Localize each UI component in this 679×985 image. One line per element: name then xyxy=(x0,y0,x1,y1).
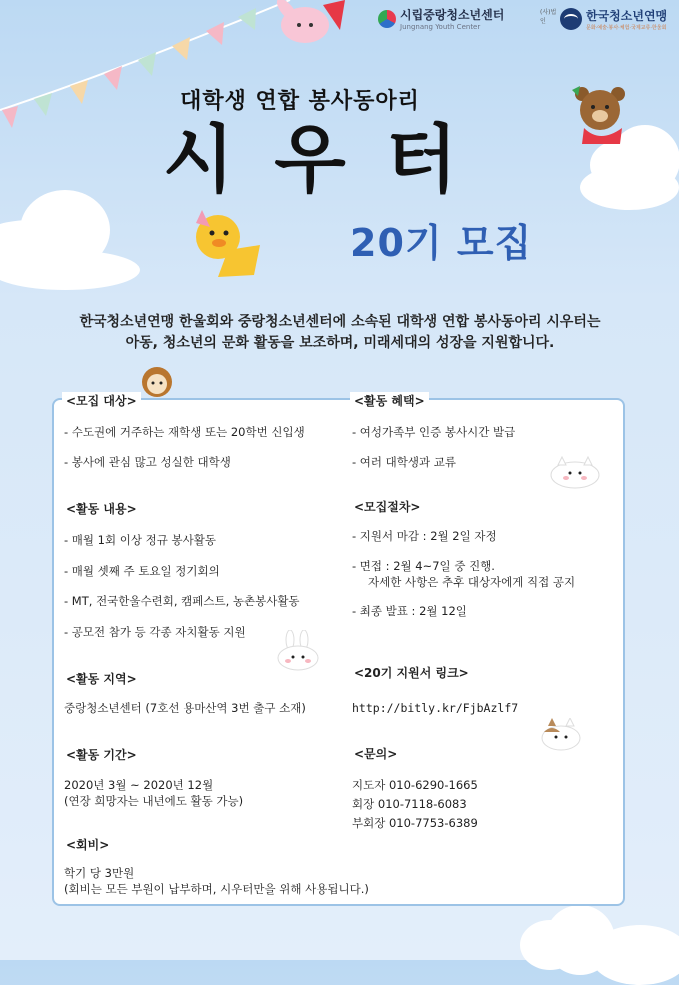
region-text: 중랑청소년센터 (7호선 용마산역 3번 출구 소재) xyxy=(64,701,306,715)
bear-icon xyxy=(570,82,640,152)
intro-text xyxy=(20,312,660,354)
logo-corp-label: (사)법인 xyxy=(540,9,557,25)
club-subtitle: 대학생 연합 봉사동아리 xyxy=(180,89,420,114)
logo-subtitle: 문화·예술·봉사·체험·국제교류·한울회 xyxy=(586,25,667,31)
seoul-logo-icon xyxy=(378,10,396,28)
activities-item: - 매월 1회 이상 정규 봉사활동 xyxy=(64,533,216,547)
recruit-heading: 20기 모집 xyxy=(350,221,533,265)
contact-item: 부회장 010-7753-6389 xyxy=(352,816,478,830)
page-title: 시우터 xyxy=(162,117,498,203)
process-item: - 최종 발표 : 2월 12일 xyxy=(352,604,467,618)
target-item: - 수도권에 거주하는 재학생 또는 20학번 신입생 xyxy=(64,425,305,439)
target-heading: <모집 대상> xyxy=(62,392,141,409)
contact-item: 지도자 010-6290-1665 xyxy=(352,778,478,792)
process-item: - 지원서 마감 : 2월 2일 자정 xyxy=(352,529,497,543)
rabbit-icon xyxy=(274,630,324,672)
fee-line: 학기 당 3만원 xyxy=(64,866,135,880)
logo-name: 시립중랑청소년센터 xyxy=(400,8,505,22)
process-item: 자세한 사항은 추후 대상자에게 직접 공지 xyxy=(368,575,576,589)
kyci-logo-icon xyxy=(560,8,582,30)
contact-item: 회장 010-7118-6083 xyxy=(352,797,467,811)
fee-line: (회비는 모든 부원이 납부하며, 시우터만을 위해 사용됩니다.) xyxy=(64,882,369,896)
benefits-item: - 여성가족부 인증 봉사시간 발급 xyxy=(352,425,516,439)
intro-line: 아동, 청소년의 문화 활동을 보조하며, 미래세대의 성장을 지원합니다. xyxy=(125,335,555,351)
activities-heading: <활동 내용> xyxy=(62,500,141,517)
duck-icon xyxy=(188,205,268,280)
hedgehog-icon xyxy=(137,362,177,398)
jungnang-youth-center-logo xyxy=(378,6,518,36)
intro-line: 한국청소년연맹 한울회와 중랑청소년센터에 소속된 대학생 연합 봉사동아리 시우터는 xyxy=(79,314,601,330)
kitten-icon xyxy=(540,718,582,752)
kyci-logo xyxy=(540,6,675,36)
period-line: (연장 희망자는 내년에도 활동 가능) xyxy=(64,794,244,808)
logo-name: 한국청소년연맹 xyxy=(586,9,668,23)
link-heading: <20기 지원서 링크> xyxy=(350,664,473,681)
cat-icon xyxy=(548,455,603,490)
info-panel xyxy=(52,398,625,906)
benefits-heading: <활동 혜택> xyxy=(350,392,429,409)
process-item: - 면접 : 2월 4~7일 중 진행. xyxy=(352,559,495,573)
strawberry-bunny-icon xyxy=(265,0,355,50)
period-heading: <활동 기간> xyxy=(62,746,141,763)
contact-heading: <문의> xyxy=(350,745,401,762)
process-heading: <모집절차> xyxy=(350,498,424,515)
target-item: - 봉사에 관심 많고 성실한 대학생 xyxy=(64,455,231,469)
region-heading: <활동 지역> xyxy=(62,670,141,687)
period-line: 2020년 3월 ~ 2020년 12월 xyxy=(64,778,214,792)
activities-item: - 매월 셋째 주 토요일 정기회의 xyxy=(64,564,220,578)
fee-heading: <회비> xyxy=(62,836,113,853)
activities-item: - 공모전 참가 등 각종 자치활동 지원 xyxy=(64,625,246,639)
logo-subtitle: Jungnang Youth Center xyxy=(400,23,481,31)
application-link[interactable]: http://bitly.kr/FjbAzlf7 xyxy=(352,701,519,715)
benefits-item: - 여러 대학생과 교류 xyxy=(352,455,456,469)
activities-item: - MT, 전국한울수련회, 캠페스트, 농촌봉사활동 xyxy=(64,594,300,608)
